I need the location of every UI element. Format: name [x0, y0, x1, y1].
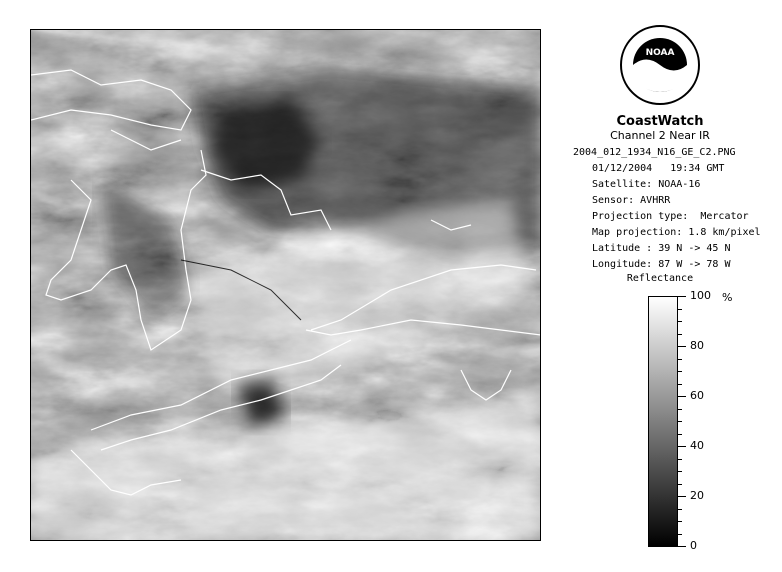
- colorbar-tick-label: 20: [690, 489, 704, 502]
- colorbar-major-tick: [678, 496, 686, 497]
- colorbar-minor-tick: [678, 534, 682, 535]
- datetime-label: 01/12/2004 19:34 GMT: [592, 163, 725, 174]
- colorbar: [648, 296, 678, 547]
- projection-type-label: Projection type: Mercator: [592, 211, 749, 222]
- colorbar-tick-label: 40: [690, 439, 704, 452]
- colorbar-major-tick: [678, 296, 686, 297]
- colorbar-unit: %: [722, 291, 733, 304]
- colorbar-tick-label: 0: [690, 539, 697, 552]
- colorbar-minor-tick: [678, 434, 682, 435]
- colorbar-minor-tick: [678, 334, 682, 335]
- colorbar-major-tick: [678, 346, 686, 347]
- colorbar-minor-tick: [678, 409, 682, 410]
- noaa-logo-svg: [620, 24, 700, 106]
- colorbar-axis: [678, 289, 738, 552]
- map-projection-label: Map projection: 1.8 km/pixel: [592, 227, 761, 238]
- colorbar-minor-tick: [678, 359, 682, 360]
- latitude-label: Latitude : 39 N -> 45 N: [592, 243, 731, 254]
- satellite-image-svg: [31, 30, 541, 541]
- colorbar-minor-tick: [678, 471, 682, 472]
- colorbar-minor-tick: [678, 509, 682, 510]
- satellite-image: [30, 29, 541, 541]
- filename-label: 2004_012_1934_N16_GE_C2.PNG: [573, 147, 736, 158]
- colorbar-minor-tick: [678, 521, 682, 522]
- colorbar-major-tick: [678, 396, 686, 397]
- colorbar-major-tick: [678, 446, 686, 447]
- noaa-logo: [620, 24, 700, 106]
- colorbar-tick-label: 80: [690, 339, 704, 352]
- longitude-label: Longitude: 87 W -> 78 W: [592, 259, 731, 270]
- colorbar-minor-tick: [678, 384, 682, 385]
- colorbar-minor-tick: [678, 371, 682, 372]
- colorbar-minor-tick: [678, 459, 682, 460]
- product-title: CoastWatch: [616, 114, 704, 129]
- sensor-label: Sensor: AVHRR: [592, 195, 671, 206]
- satellite-label: Satellite: NOAA-16: [592, 179, 701, 190]
- colorbar-tick-label: 60: [690, 389, 704, 402]
- colorbar-major-tick: [678, 546, 686, 547]
- colorbar-minor-tick: [678, 309, 682, 310]
- colorbar-title: Reflectance: [626, 273, 694, 284]
- colorbar-minor-tick: [678, 484, 682, 485]
- colorbar-minor-tick: [678, 321, 682, 322]
- colorbar-tick-label: 100: [690, 289, 711, 302]
- channel-label: Channel 2 Near IR: [610, 129, 710, 142]
- logo-text: NOAA: [645, 48, 675, 58]
- colorbar-minor-tick: [678, 421, 682, 422]
